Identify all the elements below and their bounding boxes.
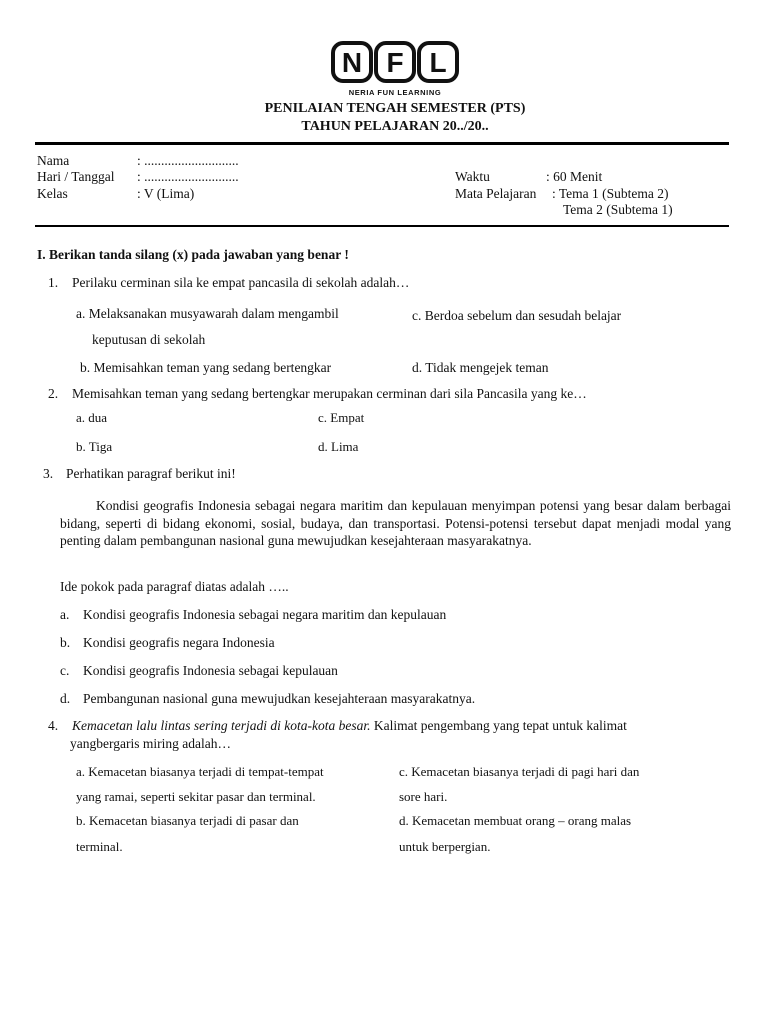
q4-text-rest: Kalimat pengembang yang tepat untuk kalimat bbox=[370, 718, 627, 733]
q3-option-a-letter: a. bbox=[60, 607, 70, 622]
hari-tanggal-label: Hari / Tanggal bbox=[37, 169, 115, 184]
q3-option-b-letter: b. bbox=[60, 635, 71, 650]
nfl-logo-graphic bbox=[330, 40, 460, 86]
q1-option-a-cont: keputusan di sekolah bbox=[92, 332, 206, 347]
q1-option-c[interactable]: c. Berdoa sebelum dan sesudah belajar bbox=[412, 308, 622, 323]
q3-question: Ide pokok pada paragraf diatas adalah ….. bbox=[60, 579, 289, 594]
waktu-value: : 60 Menit bbox=[546, 169, 603, 184]
nama-label: Nama bbox=[37, 153, 70, 168]
q3-option-a[interactable]: Kondisi geografis Indonesia sebagai negara maritim dan kepulauan bbox=[83, 607, 447, 622]
nfl-logo bbox=[330, 40, 460, 98]
q4-text bbox=[72, 718, 627, 734]
q4-option-d-cont: untuk berpergian. bbox=[399, 839, 491, 854]
q1-text: Perilaku cerminan sila ke empat pancasila di sekolah adalah… bbox=[72, 275, 410, 290]
logo-caption: NERIA FUN LEARNING bbox=[348, 88, 442, 97]
q3-option-d[interactable]: Pembangunan nasional guna mewujudkan kesejahteraan masyarakatnya. bbox=[83, 691, 476, 706]
section-instruction: I. Berikan tanda silang (x) pada jawaban yang benar ! bbox=[37, 247, 349, 262]
q2-option-a[interactable]: a. dua bbox=[76, 410, 108, 425]
q3-paragraph: Kondisi geografis Indonesia sebagai negara maritim dan kepulauan menyimpan potensi yang besar dalam berbagai bidang, seperti di bidang ekonomi, sosial, budaya, dan transportasi. Potensi-potensi tersebut dapat menjadi modal yang penting dalam pembangunan nasional guna mewujudkan kesejahteraan masyarakatnya. bbox=[60, 498, 731, 548]
q4-number: 4. bbox=[48, 718, 59, 733]
nama-field[interactable]: : ............................ bbox=[137, 153, 239, 168]
q2-number: 2. bbox=[48, 386, 59, 401]
q1-number: 1. bbox=[48, 275, 59, 290]
q4-option-b[interactable]: b. Kemacetan biasanya terjadi di pasar dan bbox=[76, 813, 299, 828]
q3-intro: Perhatikan paragraf berikut ini! bbox=[66, 466, 236, 481]
kelas-label: Kelas bbox=[37, 186, 68, 201]
q3-option-c[interactable]: Kondisi geografis Indonesia sebagai kepulauan bbox=[83, 663, 338, 678]
q3-option-d-letter: d. bbox=[60, 691, 71, 706]
q4-italic-sentence: Kemacetan lalu lintas sering terjadi di kota-kota besar. bbox=[72, 718, 371, 733]
q1-option-b[interactable]: b. Memisahkan teman yang sedang bertengkar bbox=[80, 360, 332, 375]
exam-year: TAHUN PELAJARAN 20../20.. bbox=[301, 119, 489, 134]
q3-option-c-letter: c. bbox=[60, 663, 70, 678]
mapel-value: : Tema 1 (Subtema 2) bbox=[552, 186, 669, 201]
exam-title: PENILAIAN TENGAH SEMESTER (PTS) bbox=[264, 101, 526, 116]
q4-text-cont: yangbergaris miring adalah… bbox=[70, 736, 231, 751]
logo-letter-f: F bbox=[386, 47, 404, 78]
logo-letter-l: L bbox=[429, 47, 447, 78]
q2-text: Memisahkan teman yang sedang bertengkar merupakan cerminan dari sila Pancasila yang ke… bbox=[72, 386, 587, 401]
q2-option-b[interactable]: b. Tiga bbox=[76, 439, 113, 454]
q3-option-b[interactable]: Kondisi geografis negara Indonesia bbox=[83, 635, 275, 650]
q4-option-a-cont: yang ramai, seperti sekitar pasar dan terminal. bbox=[76, 789, 316, 804]
mapel-value-2: Tema 2 (Subtema 1) bbox=[563, 202, 673, 217]
info-divider bbox=[35, 225, 729, 227]
q4-option-d[interactable]: d. Kemacetan membuat orang – orang malas bbox=[399, 813, 632, 828]
q1-option-a[interactable]: a. Melaksanakan musyawarah dalam mengambil bbox=[76, 306, 339, 321]
mapel-label: Mata Pelajaran bbox=[455, 186, 537, 201]
hari-tanggal-field[interactable]: : ............................ bbox=[137, 169, 239, 184]
waktu-label: Waktu bbox=[455, 169, 490, 184]
q3-number: 3. bbox=[43, 466, 54, 481]
q4-option-b-cont: terminal. bbox=[76, 839, 123, 854]
q1-option-d[interactable]: d. Tidak mengejek teman bbox=[412, 360, 549, 375]
q4-option-a[interactable]: a. Kemacetan biasanya terjadi di tempat-tempat bbox=[76, 764, 324, 779]
header-divider bbox=[35, 142, 729, 145]
q2-option-d[interactable]: d. Lima bbox=[318, 439, 359, 454]
q4-option-c[interactable]: c. Kemacetan biasanya terjadi di pagi hari dan bbox=[399, 764, 640, 779]
logo-letter-n: N bbox=[341, 47, 363, 78]
q4-option-c-cont: sore hari. bbox=[399, 789, 448, 804]
kelas-value: : V (Lima) bbox=[137, 186, 195, 201]
q2-option-c[interactable]: c. Empat bbox=[318, 410, 365, 425]
